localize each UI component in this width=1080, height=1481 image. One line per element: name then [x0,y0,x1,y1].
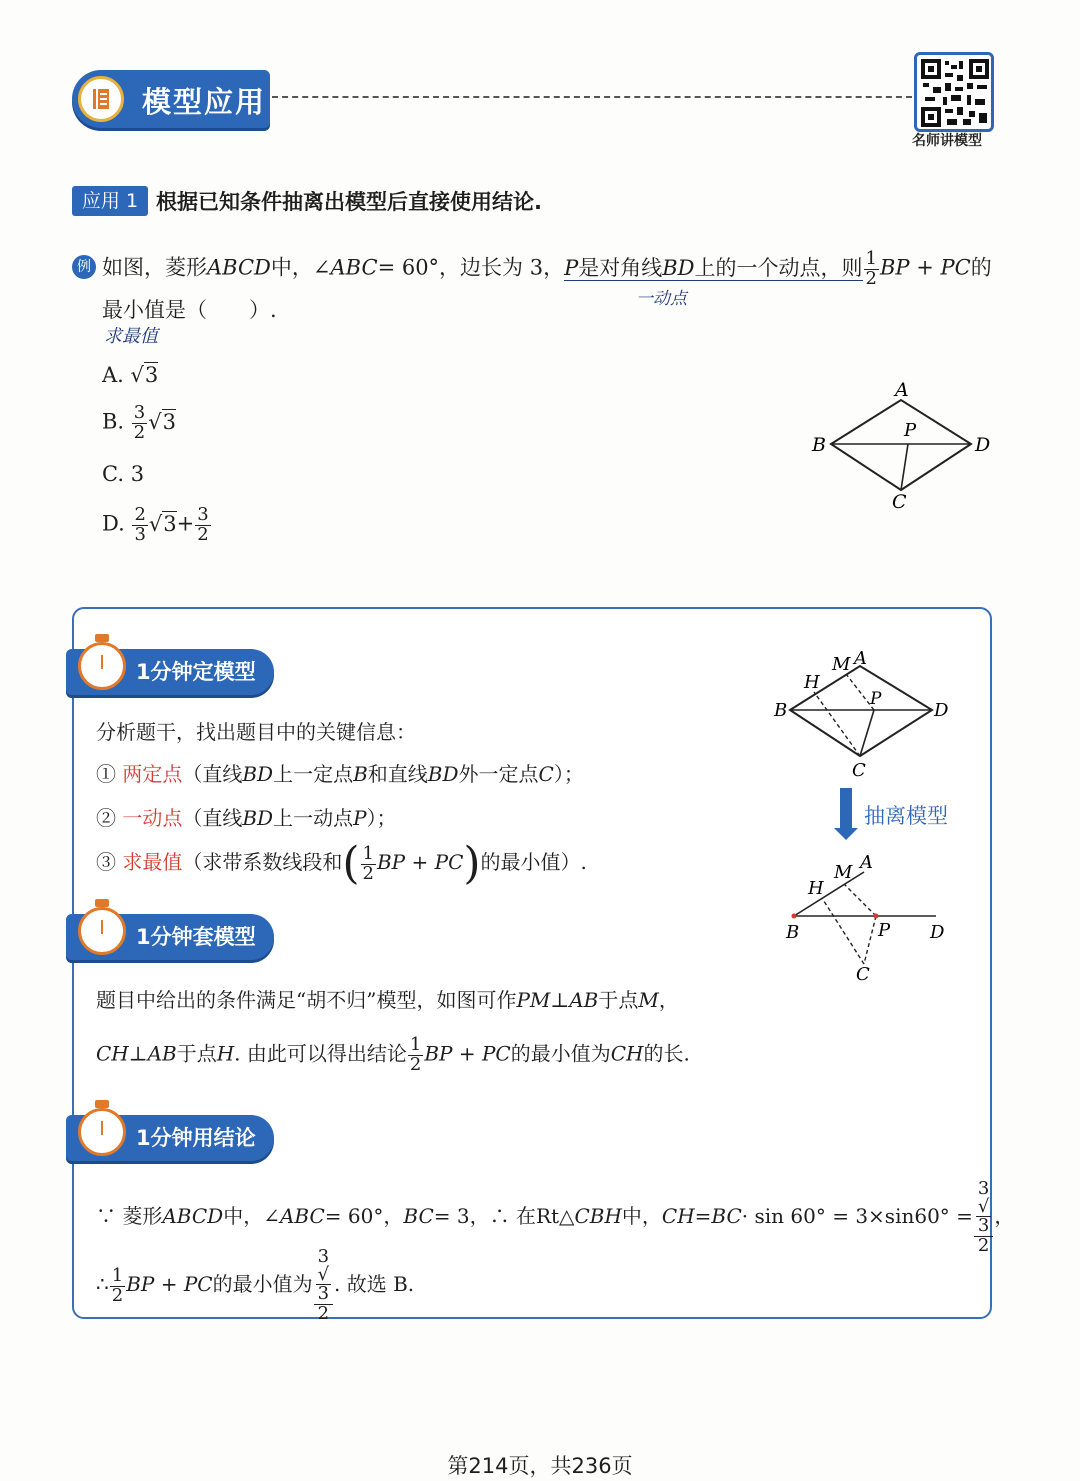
text: 的长. [643,1041,690,1066]
label-P: P [878,920,891,941]
frac-den: 2 [865,268,877,289]
option-label: D. [102,511,125,536]
frac-num: 2 [134,504,146,525]
stopwatch-icon [78,1108,126,1156]
label-H: H [804,672,820,693]
text: = 3，∴ 在Rt△ [433,1204,575,1228]
frac-den: 2 [317,1303,330,1324]
var: CH [610,1041,644,1066]
text: · sin 60° = 3×sin60° = [741,1204,973,1228]
section-tag-conclusion: 1分钟用结论 [66,1115,274,1161]
stopwatch-button [95,634,109,642]
var: BP + PC [126,1272,213,1296]
label-D: D [934,700,949,721]
annotation-find-min: 求最值 [104,326,158,347]
extracted-model-figure [776,848,976,988]
label-C: C [852,760,866,781]
frac-den: 2 [362,862,374,884]
text: （直线 [182,762,243,786]
radicand: 3 [144,363,159,387]
label-P: P [904,420,917,441]
frac-num: 3 [133,402,146,423]
fraction: 3 √ 3 2 [974,1180,993,1255]
section1-item-3: ③ 求最值（求带系数线段和( $\frac{1}{2}$ BP + PC)的最小值）. [96,838,587,889]
extract-arrow [840,788,852,832]
radicand: 3 [163,511,177,536]
label-D: D [975,434,991,456]
var: B [353,762,368,786]
stopwatch-button [95,899,109,907]
frac-num: 1 [111,1264,124,1286]
var: BD [427,762,459,786]
text: 外一定点 [458,762,539,786]
text: = 60°， [324,1204,404,1228]
title-divider [272,96,912,98]
option-label: B. [102,409,125,434]
text: 于点 [598,988,639,1012]
text: 中， [223,1204,264,1228]
text: 于点 [176,1041,217,1066]
text: ⊥ [550,988,570,1012]
annotation-moving-point: 一动点 [636,289,687,309]
stopwatch-button [95,1100,109,1108]
text: 中， [621,1204,662,1228]
frac-num: 3 [197,504,209,525]
text: 中， [270,255,313,280]
option-label: A. [102,363,124,387]
fraction [132,506,147,544]
page-title: 模型应用 [142,85,267,119]
key-term: 一动点 [122,806,183,830]
var: CH [96,1041,129,1066]
coef: 3 [977,1178,990,1199]
label-M: M [832,654,851,675]
text: 的 [970,255,992,280]
book-icon [78,76,124,122]
text: 是对角线 [578,255,663,280]
key-term: 求最值 [122,850,183,874]
text: 和直线 [367,762,428,786]
question-line-2: 最小值是（ ）. [102,298,277,322]
section1-item-2 [96,802,397,831]
stopwatch-icon [78,642,126,690]
bullet: ① [96,762,116,786]
frac-den: 2 [197,524,209,545]
var: BP + PC [879,255,971,280]
rhombus-figure [800,372,1000,522]
text: = 60°，边长为 3， [377,255,565,280]
option-b[interactable]: B. $\frac{3}{2}$ √3 [102,402,177,443]
label-D: D [930,922,945,943]
label-B: B [812,434,826,456]
var: P [564,255,579,280]
fraction [864,250,879,288]
text: 如图，菱形 [102,255,207,280]
text: （求带系数线段和 [182,850,343,874]
option-c[interactable] [102,462,144,486]
rhombus-model-figure [770,644,970,784]
label-B: B [774,700,788,721]
text: ）； [553,762,584,786]
fraction [195,506,210,544]
var: AB [147,1041,177,1066]
section1-item-1 [96,758,584,787]
text: 题目中给出的条件满足“胡不归”模型，如图可作 [96,988,517,1012]
var: H [216,1041,235,1066]
label-A: A [860,852,873,873]
text: = [694,1204,712,1228]
page-footer: 第214页，共236页 [447,1454,633,1478]
text: ）； [366,806,397,830]
var: BD [662,255,695,280]
text: . 故选 B. [334,1272,415,1296]
var: CH [661,1204,695,1228]
text: （直线 [182,806,243,830]
frac-num: 1 [362,842,374,864]
radicand: 3 [317,1283,330,1304]
label-P: P [870,689,882,709]
var: PM [516,988,551,1012]
var: M [638,988,659,1012]
qr-label: 名师讲模型 [912,133,982,149]
radicand: 3 [162,409,177,434]
frac-den: 2 [111,1284,124,1306]
application-tag: 应用 1 [72,186,148,216]
text: 上的一个动点，则 [694,255,863,280]
label-C: C [856,964,870,985]
fraction [110,1264,125,1306]
text: 上一动点 [273,806,354,830]
label-A: A [895,379,909,401]
example-icon: 例 [72,255,96,279]
text: ∵ 菱形 [96,1204,163,1228]
fraction [132,404,147,442]
var: C [538,762,554,786]
frac-den: 3 [134,524,146,545]
var: AB [569,988,599,1012]
label-M: M [834,862,853,883]
question-line-1 [102,250,992,288]
text: ， [994,1204,1015,1228]
label-B: B [786,922,800,943]
label-H: H [808,878,824,899]
var: BP + PC [376,850,464,874]
text: 的最小值为 [510,1041,611,1066]
option-label: C. [102,462,124,486]
text: 的最小值）. [480,850,587,874]
var: ABCD [162,1204,224,1228]
section-tag-apply: 1分钟套模型 [66,914,274,960]
text: 上一定点 [273,762,354,786]
frac-num: 1 [865,248,877,269]
section3-line-1 [96,1180,1014,1255]
frac-den: 2 [133,422,146,443]
section2-line-2 [96,1036,690,1074]
var: BC [403,1204,434,1228]
frac-den: 2 [977,1235,990,1256]
text: ， [658,988,679,1012]
var: CBH [574,1204,622,1228]
extract-model-label: 抽离模型 [864,804,948,828]
option-d[interactable]: D. $\frac{2}{3}$ √3+ $\frac{3}{2}$ [102,504,209,545]
frac-den: 2 [409,1054,422,1075]
option-value: 3 [130,462,145,486]
section3-line-2 [96,1248,414,1323]
radicand: 3 [977,1215,990,1236]
text: ∴ [96,1272,109,1296]
key-term: 两定点 [122,762,183,786]
var: BP + PC [424,1041,511,1066]
arrow-down-icon [834,828,858,840]
fraction [361,842,376,884]
stopwatch-icon [78,907,126,955]
qr-code[interactable] [914,52,994,132]
label-A: A [854,648,867,669]
frac-num: 1 [409,1034,422,1055]
text: . 由此可以得出结论 [234,1041,407,1066]
section1-intro: 分析题干，找出题目中的关键信息： [96,720,416,744]
label-C: C [892,491,907,513]
var: BD [242,806,274,830]
option-a[interactable]: A. √3 [102,363,159,387]
application-heading: 根据已知条件抽离出模型后直接使用结论. [156,190,542,214]
var: P [353,806,367,830]
text: 的最小值为 [212,1272,313,1296]
var: ∠ABC [263,1204,325,1228]
bullet: ② [96,806,116,830]
coef: 3 [317,1246,330,1267]
section2-line-1 [96,984,679,1013]
fraction: 3 √ 3 2 [314,1248,333,1323]
fraction [408,1036,423,1074]
plus: + [176,511,195,536]
var: BD [242,762,274,786]
bullet: ③ [96,850,116,874]
var: BC [711,1204,742,1228]
var: ABCD [207,255,271,280]
text: ⊥ [128,1041,148,1066]
var: ∠ABC [312,255,378,280]
section-tag-model: 1分钟定模型 [66,649,274,695]
